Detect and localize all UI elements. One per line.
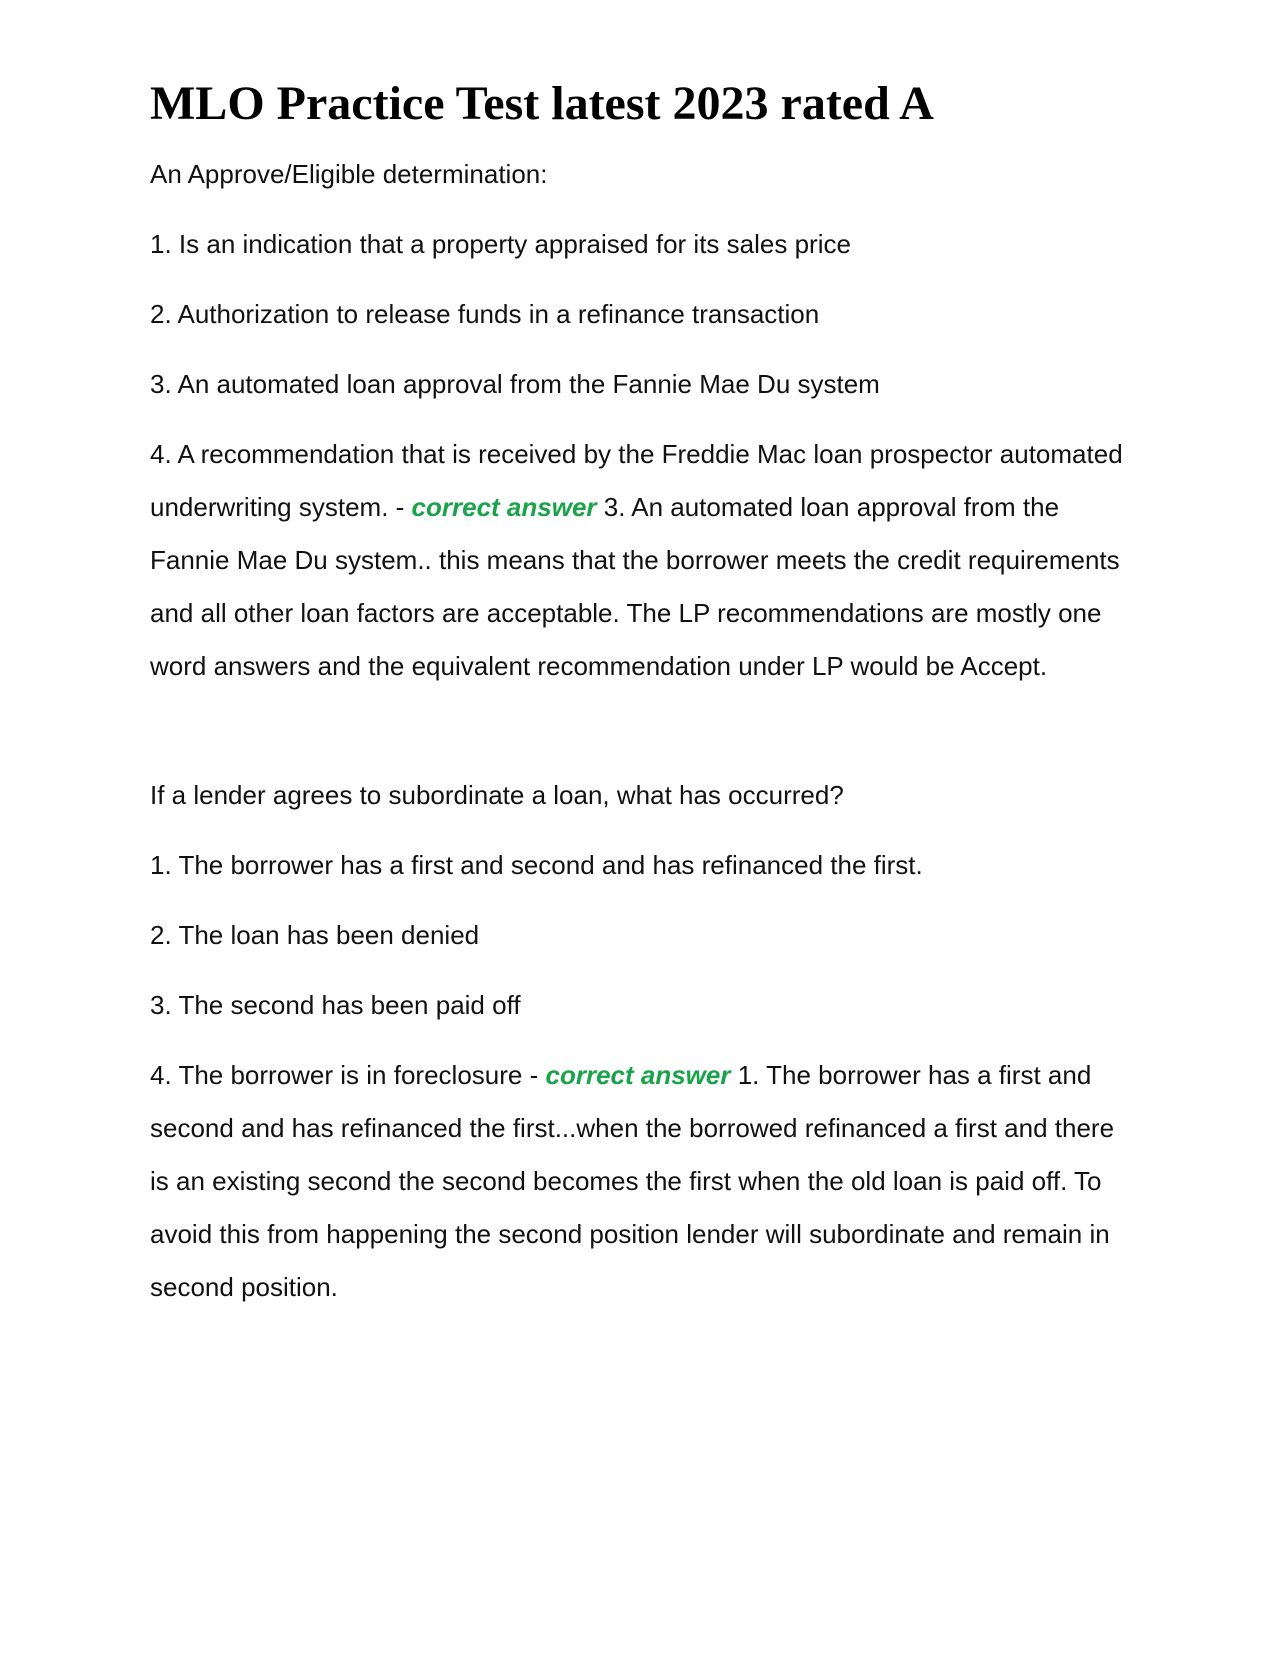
question-2-option-3: 3. The second has been paid off xyxy=(150,990,521,1020)
question-1 xyxy=(150,156,1130,693)
question-2-option-2: 2. The loan has been denied xyxy=(150,920,480,950)
question-1-option-3: 3. An automated loan approval from the Fannie Mae Du system xyxy=(150,369,880,399)
question-divider-space xyxy=(150,693,1130,777)
question-1-stem: An Approve/Eligible determination: xyxy=(150,159,548,189)
question-2-option-4: 4. The borrower is in foreclosure - xyxy=(150,1060,539,1090)
document-content xyxy=(150,72,1130,1314)
correct-answer-label: correct answer xyxy=(545,1060,731,1090)
question-1-option-4-with-answer xyxy=(150,428,1130,693)
page-title: MLO Practice Test latest 2023 rated A xyxy=(150,77,934,130)
question-1-option-4: 4. A recommendation that is received by the Freddie Mac loan prospector automated underwriting system. - xyxy=(150,439,1123,522)
question-1-explanation: 3. An automated loan approval from the Fannie Mae Du system.. this means that the borrower meets the credit requirements and all other loan factors are acceptable. The LP recommendations are mostly one word answers and the equivalent recommendation under LP would be Accept. xyxy=(150,492,1120,681)
question-1-option-2: 2. Authorization to release funds in a refinance transaction xyxy=(150,299,820,329)
question-1-option-1: 1. Is an indication that a property appraised for its sales price xyxy=(150,229,851,259)
question-2-stem: If a lender agrees to subordinate a loan, what has occurred? xyxy=(150,780,844,810)
question-2-option-4-with-answer xyxy=(150,1049,1130,1314)
question-2 xyxy=(150,777,1130,1314)
question-2-option-1: 1. The borrower has a first and second and has refinanced the first. xyxy=(150,850,923,880)
correct-answer-label: correct answer xyxy=(411,492,597,522)
question-2-explanation: 1. The borrower has a first and second and has refinanced the first...when the borrowed refinanced a first and there is an existing second the second becomes the first when the old loan is paid off. To avoid this from happening the second position lender will subordinate and remain in second position. xyxy=(150,1060,1115,1302)
